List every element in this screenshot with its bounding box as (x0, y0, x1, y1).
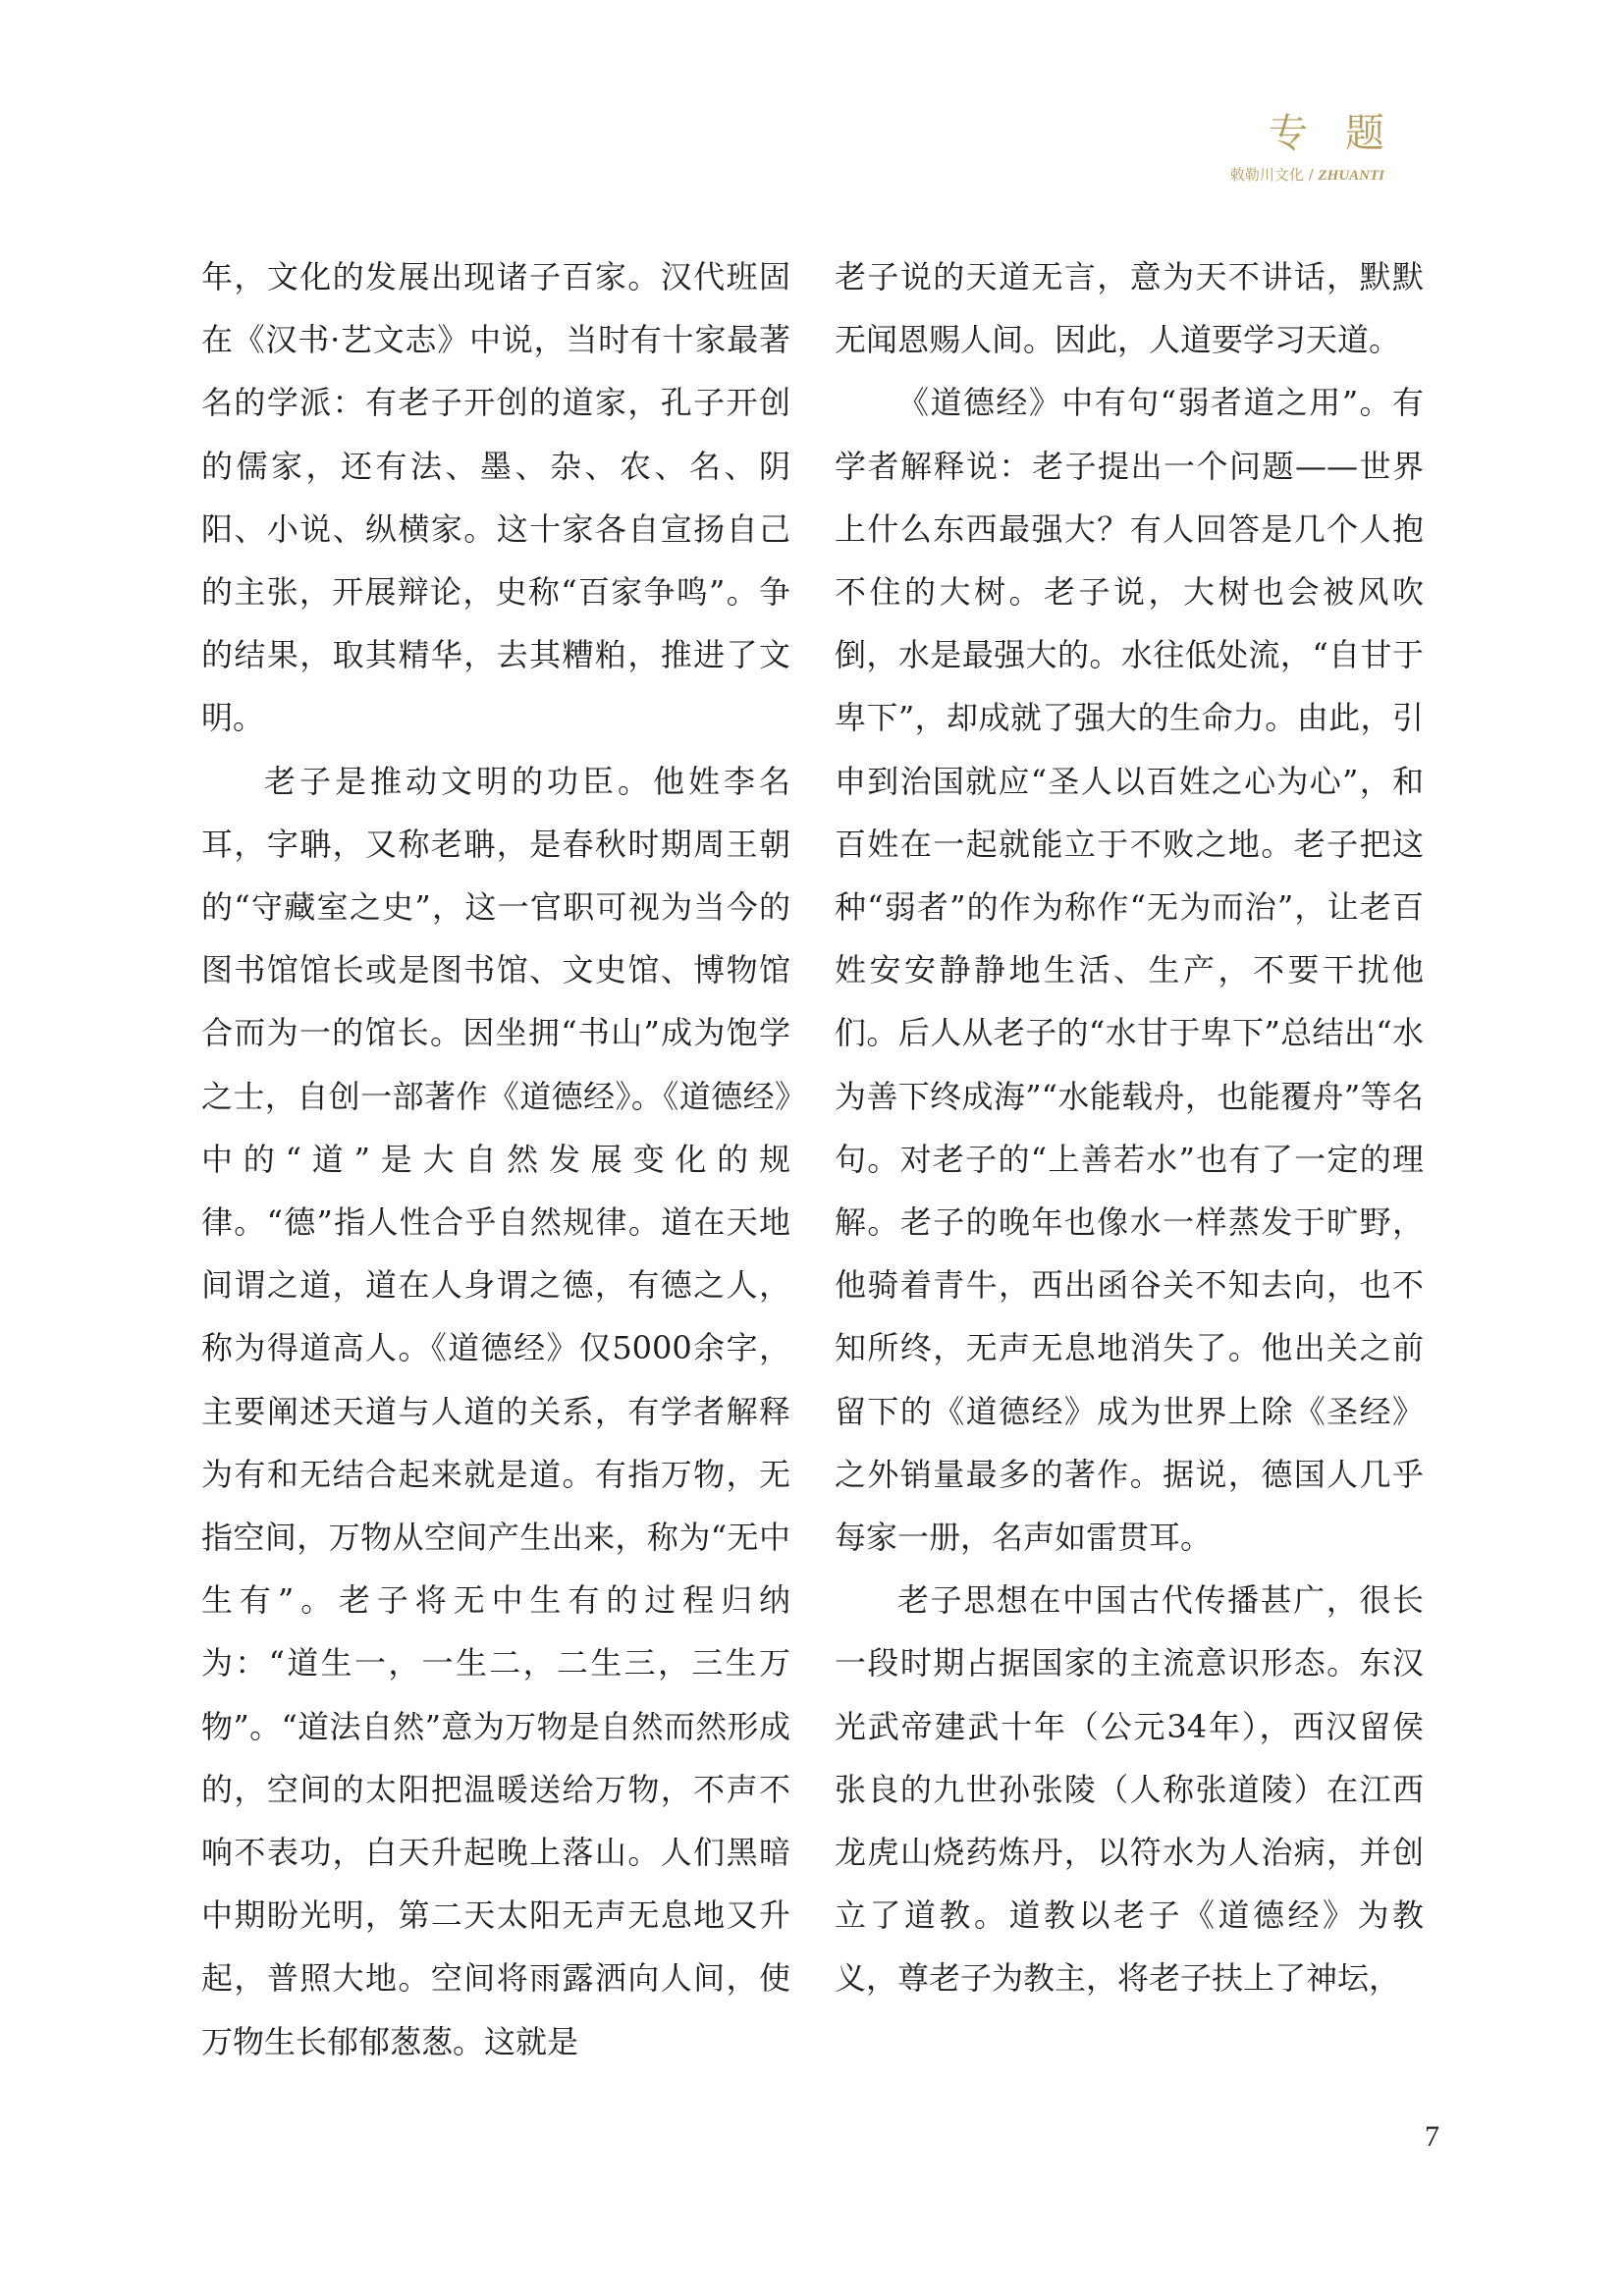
subtitle-separator: / (1308, 166, 1314, 184)
right-text-column (835, 245, 1424, 2010)
subtitle-chinese: 敕勒川文化 (1229, 166, 1304, 184)
paragraph: 老子思想在中国古代传播甚广，很长一段时期占据国家的主流意识形态。东汉光武帝建武十年（公元34年），西汉留侯张良的九世孙张陵（人称张道陵）在江西龙虎山烧药炼丹，以符水为人治病，并创立了道教。道教以老子《道德经》为教义，尊老子为教主，将老子扶上了神坛， (835, 1581, 1424, 1998)
paragraph: 年，文化的发展出现诸子百家。汉代班固在《汉书·艺文志》中说，当时有十家最著名的学派：有老子开创的道家，孔子开创的儒家，还有法、墨、杂、农、名、阴阳、小说、纵横家。这十家各自宣扬自己的主张，开展辩论，史称“百家争鸣”。争的结果，取其精华，去其糟粕，推进了文明。 (201, 258, 790, 737)
section-subtitle (1230, 165, 1384, 186)
paragraph: 《道德经》中有句“弱者道之用”。有学者解释说：老子提出一个问题——世界上什么东西最强大？有人回答是几个人抱不住的大树。老子说，大树也会被风吹倒，水是最强大的。水往低处流，“自甘于卑下”，却成就了强大的生命力。由此，引申到治国就应“圣人以百姓之心为心”，和百姓在一起就能立于不败之地。老子把这种“弱者”的作为称作“无为而治”，让老百姓安安静静地生活、生产，不要干扰他们。后人从老子的“水甘于卑下”总结出“水为善下终成海”“水能载舟，也能覆舟”等名句。对老子的“上善若水”也有了一定的理解。老子的晚年也像水一样蒸发于旷野，他骑着青牛，西出函谷关不知去向，也不知所终，无声无息地消失了。他出关之前留下的《道德经》成为世界上除《圣经》之外销量最多的著作。据说，德国人几乎每家一册，名声如雷贯耳。 (835, 384, 1424, 1557)
page-number: 7 (1425, 2120, 1439, 2153)
section-title: 专题 (1269, 111, 1422, 156)
paragraph: 老子说的天道无言，意为天不讲话，默默无闻恩赐人间。因此，人道要学习天道。 (835, 258, 1424, 359)
left-text-column (201, 245, 790, 2073)
subtitle-english: ZHUANTI (1318, 168, 1384, 184)
paragraph: 老子是推动文明的功臣。他姓李名耳，字聃，又称老聃，是春秋时期周王朝的“守藏室之史”，这一官职可视为当今的图书馆馆长或是图书馆、文史馆、博物馆合而为一的馆长。因坐拥“书山”成为饱学之士，自创一部著作《道德经》。《道德经》中的“道”是大自然发展变化的规律。“德”指人性合乎自然规律。道在天地间谓之道，道在人身谓之德，有德之人，称为得道高人。《道德经》仅5000余字，主要阐述天道与人道的关系，有学者解释为有和无结合起来就是道。有指万物，无指空间，万物从空间产生出来，称为“无中生有”。老子将无中生有的过程归纳为：“道生一，一生二，二生三，三生万物”。“道法自然”意为万物是自然而然形成的，空间的太阳把温暖送给万物，不声不响不表功，白天升起晚上落山。人们黑暗中期盼光明，第二天太阳无声无息地又升起，普照大地。空间将雨露洒向人间，使万物生长郁郁葱葱。这就是 (201, 762, 790, 2060)
page-header (1229, 110, 1422, 186)
